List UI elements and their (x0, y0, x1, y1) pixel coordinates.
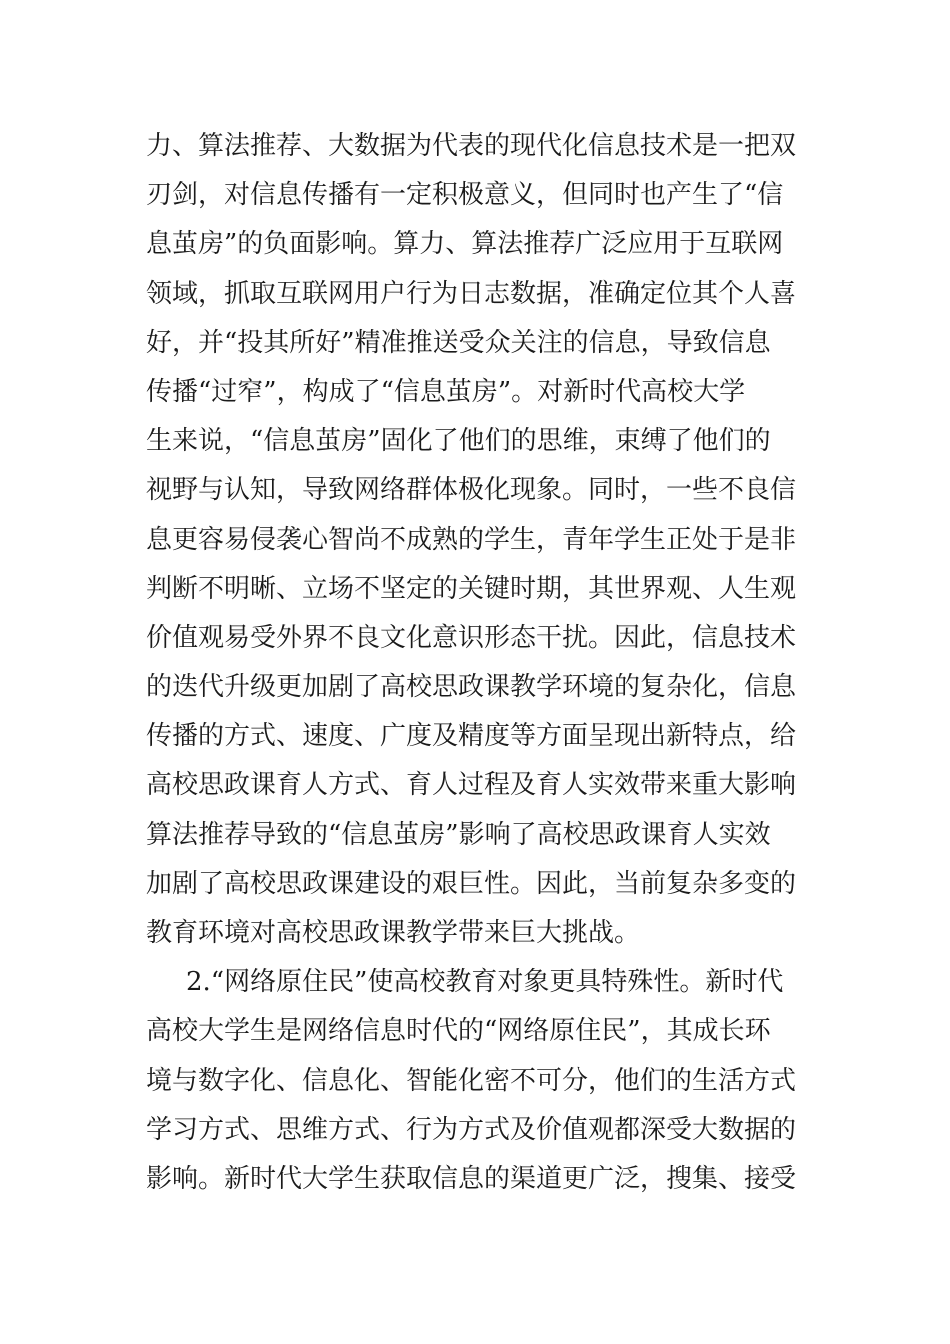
text-line: 算法推荐导致的“信息茧房”影响了高校思政课育人实效 (146, 819, 771, 850)
text-line: 好，并“投其所好”精准推送受众关注的信息，导致信息 (146, 327, 771, 358)
text-line: 息更容易侵袭心智尚不成熟的学生，青年学生正处于是非 (146, 524, 797, 555)
text-line: 加剧了高校思政课建设的艰巨性。因此，当前复杂多变的 (146, 868, 797, 899)
text-line: 传播“过窄”，构成了“信息茧房”。对新时代高校大学 (146, 376, 746, 407)
text-line: 高校思政课育人方式、育人过程及育人实效带来重大影响 (146, 770, 797, 801)
text-line: 学习方式、思维方式、行为方式及价值观都深受大数据的 (146, 1114, 797, 1145)
body-text (146, 122, 811, 1204)
text-line: 影响。新时代大学生获取信息的渠道更广泛，搜集、接受 (146, 1163, 797, 1194)
text-line: 领域，抓取互联网用户行为日志数据，准确定位其个人喜 (146, 278, 797, 309)
text-line: 视野与认知，导致网络群体极化现象。同时，一些不良信 (146, 475, 797, 506)
text-line: 力、算法推荐、大数据为代表的现代化信息技术是一把双 (146, 131, 797, 161)
text-line: 息茧房”的负面影响。算力、算法推荐广泛应用于互联网 (146, 229, 784, 260)
paragraph-2 (146, 958, 811, 1204)
text-line: 境与数字化、信息化、智能化密不可分，他们的生活方式 (146, 1065, 797, 1096)
text-line: 2.“网络原住民”使高校教育对象更具特殊性。新时代 (186, 967, 784, 998)
text-line: 判断不明晰、立场不坚定的关键时期，其世界观、人生观 (146, 573, 797, 604)
paragraph-1 (146, 122, 811, 958)
text-line: 教育环境对高校思政课教学带来巨大挑战。 (146, 918, 641, 948)
text-line: 刃剑，对信息传播有一定积极意义，但同时也产生了“信 (146, 180, 784, 211)
text-line: 传播的方式、速度、广度及精度等方面呈现出新特点，给 (146, 721, 797, 752)
text-line: 的迭代升级更加剧了高校思政课教学环境的复杂化，信息 (146, 672, 797, 703)
text-line: 高校大学生是网络信息时代的“网络原住民”，其成长环 (146, 1016, 771, 1047)
text-line: 价值观易受外界不良文化意识形态干扰。因此，信息技术 (146, 622, 797, 653)
text-line: 生来说，“信息茧房”固化了他们的思维，束缚了他们的 (146, 426, 771, 457)
